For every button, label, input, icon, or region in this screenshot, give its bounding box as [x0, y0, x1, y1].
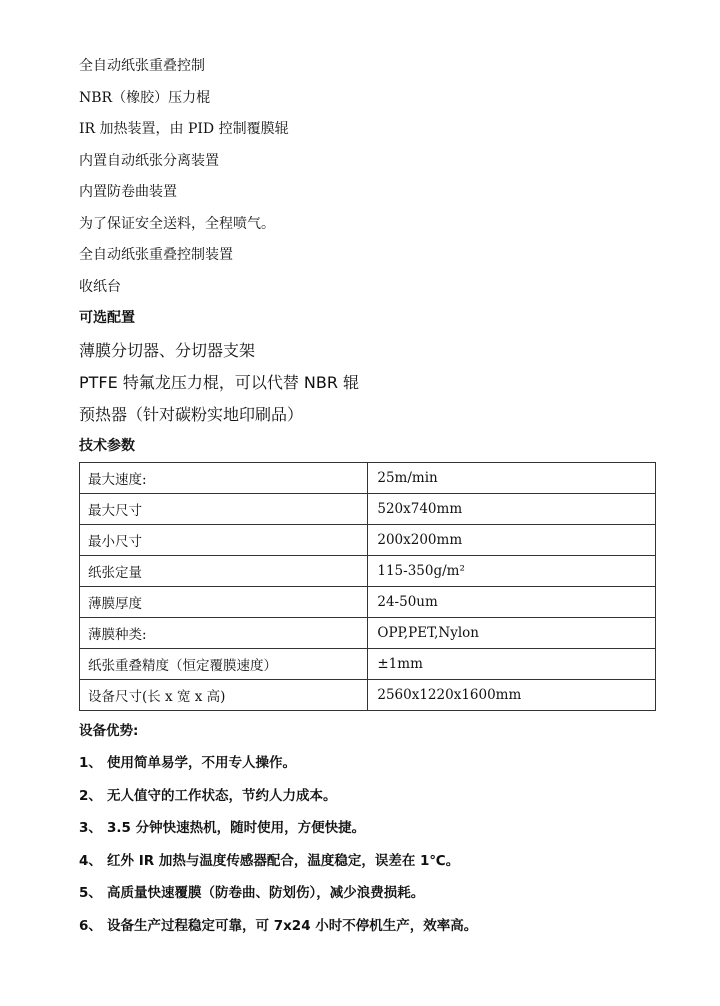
spec-label: 纸张重叠精度（恒定覆膜速度）: [80, 648, 368, 679]
feature-item: 为了保证安全送料，全程喷气。: [79, 215, 275, 232]
list-item: [79, 883, 657, 903]
spec-value: 24-50um: [368, 586, 656, 617]
table-row: [80, 462, 656, 493]
list-item: [79, 753, 657, 773]
spec-value: 200x200mm: [368, 524, 656, 555]
feature-item: NBR（橡胶）压力棍: [79, 89, 211, 106]
optional-config-list: [79, 340, 657, 426]
spec-label: 最大速度:: [80, 462, 368, 493]
table-row: [80, 648, 656, 679]
feature-item: 内置自动纸张分离装置: [79, 152, 219, 169]
feature-list: [79, 56, 657, 297]
table-row: [80, 679, 656, 710]
table-row: [80, 524, 656, 555]
list-item-number: 2、: [79, 787, 102, 804]
spec-value: OPP,PET,Nylon: [368, 617, 656, 648]
list-item-text: 无人值守的工作状态，节约人力成本。: [107, 787, 337, 804]
list-item-text: 高质量快速覆膜（防卷曲、防划伤），减少浪费损耗。: [107, 885, 425, 901]
list-item-number: 6、: [79, 917, 102, 934]
list-item-number: 3、: [79, 820, 102, 836]
table-row: [80, 493, 656, 524]
optional-item: 预热器（针对碳粉实地印刷品）: [79, 404, 304, 424]
feature-item: IR 加热装置，由 PID 控制覆膜辊: [79, 121, 289, 137]
advantages-heading: 设备优势:: [79, 722, 139, 739]
spec-label: 设备尺寸(长 x 宽 x 高): [80, 679, 368, 710]
table-row: [80, 586, 656, 617]
spec-label: 薄膜厚度: [80, 586, 368, 617]
feature-item: 全自动纸张重叠控制装置: [79, 247, 233, 263]
spec-value: 520x740mm: [368, 493, 656, 524]
list-item-text: 使用简单易学，不用专人操作。: [107, 755, 296, 771]
table-row: [80, 617, 656, 648]
list-item-number: 1、: [79, 755, 102, 771]
spec-value: 25m/min: [368, 462, 656, 493]
list-item: [79, 851, 657, 871]
spec-label: 薄膜种类:: [80, 617, 368, 648]
tech-specs-table: [79, 462, 656, 711]
optional-config-heading: 可选配置: [79, 310, 135, 326]
list-item-text: 设备生产过程稳定可靠，可 7x24 小时不停机生产，效率高。: [107, 917, 478, 934]
spec-value: ±1mm: [368, 648, 656, 679]
feature-item: 收纸台: [79, 278, 121, 295]
feature-item: 全自动纸张重叠控制: [79, 58, 205, 74]
optional-item: 薄膜分切器、分切器支架: [79, 340, 256, 360]
spec-label: 最大尺寸: [80, 493, 368, 524]
table-row: [80, 555, 656, 586]
spec-label: 最小尺寸: [80, 524, 368, 555]
list-item-number: 5、: [79, 885, 102, 901]
list-item-text: 红外 IR 加热与温度传感器配合，温度稳定，误差在 1℃。: [107, 852, 460, 869]
list-item: [79, 818, 657, 838]
spec-label: 纸张定量: [80, 555, 368, 586]
list-item-number: 4、: [79, 852, 102, 869]
list-item-text: 3.5 分钟快速热机，随时使用，方便快捷。: [107, 820, 366, 836]
list-item: [79, 916, 657, 936]
spec-value: 2560x1220x1600mm: [368, 679, 656, 710]
feature-item: 内置防卷曲装置: [79, 184, 177, 200]
document-page: [79, 56, 657, 948]
spec-value: 115-350g/m²: [368, 555, 656, 586]
optional-item: PTFE 特氟龙压力棍，可以代替 NBR 辊: [79, 372, 360, 392]
list-item: [79, 786, 657, 806]
tech-specs-heading: 技术参数: [79, 437, 135, 454]
advantages-list: [79, 753, 657, 936]
